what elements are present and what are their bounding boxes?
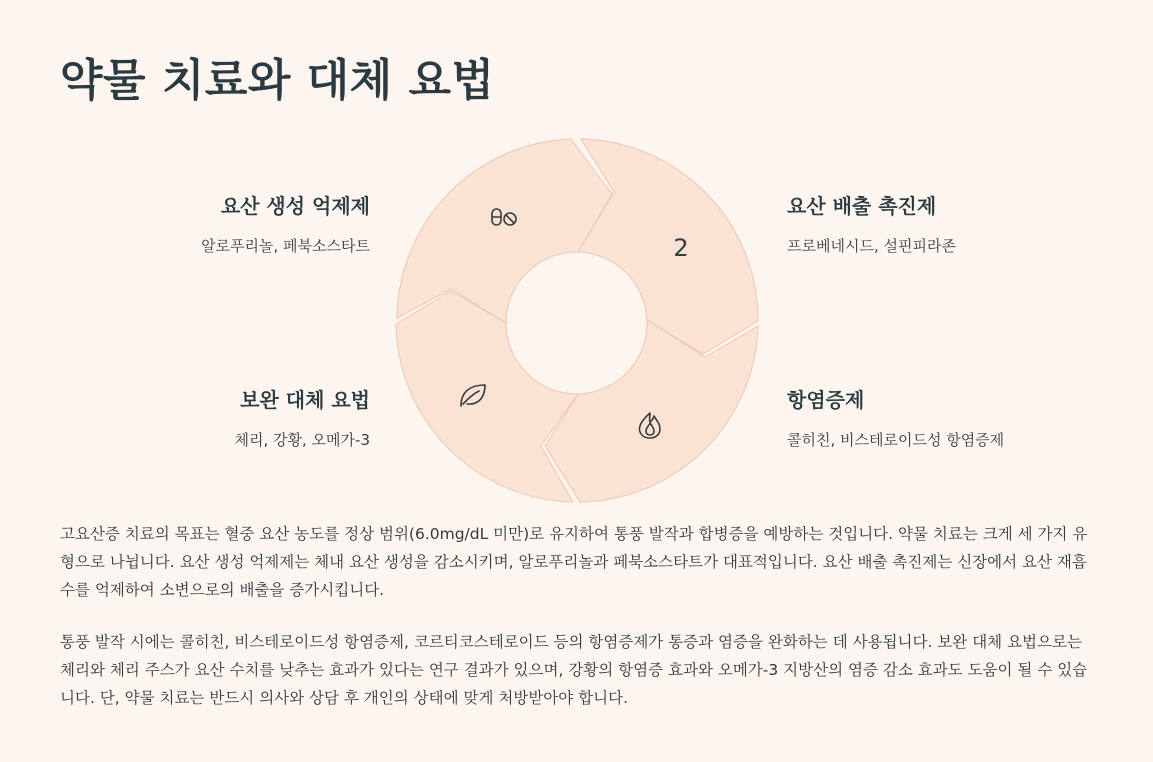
body-paragraph-2: 통풍 발작 시에는 콜히친, 비스테로이드성 항염증제, 코르티코스테로이드 등의 항염증제가 통증과 염증을 완화하는 데 사용됩니다. 보완 대체 요법으로는 체리와 체리 주스가 요산 수치를 낮추는 효과가 있다는 연구 결과가 있으며, 강황의 항염증 효과와 오메가-3 지방산의 염증 감소 효과도 도움이 될 수 있습니다. 단, 약물 치료는 반드시 의사와 상담 후 개인의 상태에 맞게 처방받아야 합니다. bbox=[60, 633, 1088, 707]
label-title: 요산 배출 촉진제 bbox=[787, 194, 937, 218]
label-subtitle: 체리, 강황, 오메가-3 bbox=[234, 431, 370, 449]
segment-top-right bbox=[578, 139, 758, 354]
label-subtitle: 프로베네시드, 설핀피라존 bbox=[787, 237, 956, 255]
label-subtitle: 알로푸리놀, 페북소스타트 bbox=[201, 237, 370, 255]
segment-top-left bbox=[397, 139, 612, 323]
body-paragraph-1: 고요산증 치료의 목표는 혈중 요산 농도를 정상 범위(6.0mg/dL 미만)로 유지하여 통풍 발작과 합병증을 예방하는 것입니다. 약물 치료는 크게 세 가지 유형으로 나뉩니다. 요산 생성 억제제는 체내 요산 생성을 감소시키며, 알로푸리놀과 페북소스타트가 대표적입니다. 요산 배출 촉진제는 신장에서 요산 재흡수를 억제하여 소변으로의 배출을 증가시킵니다. bbox=[60, 525, 1088, 599]
label-title: 항염증제 bbox=[787, 388, 865, 412]
segment-bottom-left bbox=[396, 291, 578, 502]
segment-number: 2 bbox=[673, 234, 689, 262]
page-title: 약물 치료와 대체 요법 bbox=[60, 55, 495, 106]
segment-bottom-right bbox=[545, 320, 758, 502]
label-top-right bbox=[787, 190, 1107, 256]
label-subtitle: 콜히친, 비스테로이드성 항염증제 bbox=[787, 431, 1005, 449]
label-bottom-left bbox=[50, 384, 370, 450]
label-title: 보완 대체 요법 bbox=[240, 388, 370, 412]
label-bottom-right bbox=[787, 384, 1107, 450]
label-title: 요산 생성 억제제 bbox=[220, 194, 370, 218]
label-top-left bbox=[50, 190, 370, 256]
